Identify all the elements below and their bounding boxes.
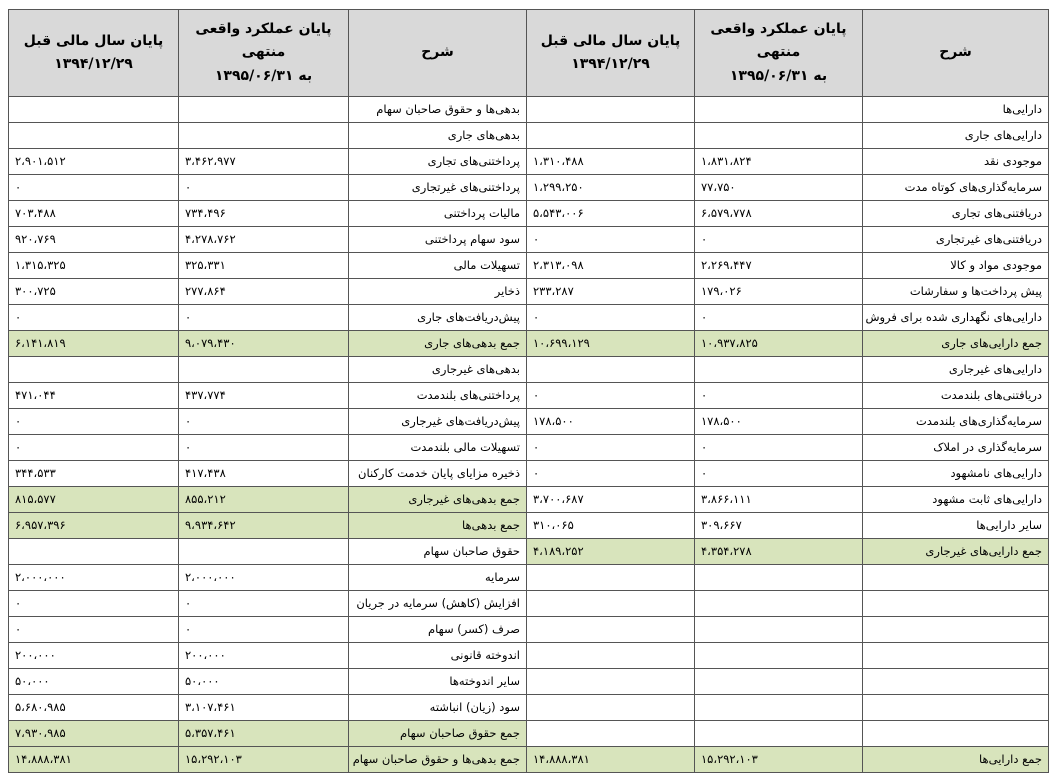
- table-row: [9, 461, 1049, 487]
- asset-label: دریافتنی‌های بلندمدت: [863, 383, 1049, 409]
- table-row: [9, 565, 1049, 591]
- liability-label: پرداختنی‌های غیرتجاری: [349, 175, 527, 201]
- asset-label: [863, 643, 1049, 669]
- asset-label: جمع دارایی‌های غیرجاری: [863, 539, 1049, 565]
- asset-label: [863, 591, 1049, 617]
- liability-current-value: [179, 539, 349, 565]
- liability-label: جمع بدهی‌های جاری: [349, 331, 527, 357]
- header-row: [9, 10, 1049, 97]
- asset-label: سرمایه‌گذاری‌های بلندمدت: [863, 409, 1049, 435]
- asset-label: [863, 565, 1049, 591]
- asset-current-value: ۱۰،۹۳۷،۸۲۵: [695, 331, 863, 357]
- liability-current-value: ۰: [179, 591, 349, 617]
- liability-current-value: ۰: [179, 175, 349, 201]
- asset-current-value: [695, 617, 863, 643]
- liability-prior-value: ۳۰۰،۷۲۵: [9, 279, 179, 305]
- table-row: [9, 747, 1049, 773]
- asset-current-value: ۶،۵۷۹،۷۷۸: [695, 201, 863, 227]
- liability-current-value: ۰: [179, 409, 349, 435]
- liability-label: جمع بدهی‌های غیرجاری: [349, 487, 527, 513]
- table-row: [9, 305, 1049, 331]
- liability-prior-value: [9, 539, 179, 565]
- liability-current-value: ۴۳۷،۷۷۴: [179, 383, 349, 409]
- liability-current-value: ۲۷۷،۸۶۴: [179, 279, 349, 305]
- asset-prior-value: ۳،۷۰۰،۶۸۷: [527, 487, 695, 513]
- liability-label: سرمایه: [349, 565, 527, 591]
- liability-current-value: ۷۳۴،۴۹۶: [179, 201, 349, 227]
- table-row: [9, 591, 1049, 617]
- asset-prior-value: ۰: [527, 305, 695, 331]
- liability-label: جمع حقوق صاحبان سهام: [349, 721, 527, 747]
- liability-label: سایر اندوخته‌ها: [349, 669, 527, 695]
- asset-current-value: [695, 643, 863, 669]
- asset-current-value: ۴،۳۵۴،۲۷۸: [695, 539, 863, 565]
- asset-label: موجودی نقد: [863, 149, 1049, 175]
- liability-label: پیش‌دریافت‌های غیرجاری: [349, 409, 527, 435]
- asset-prior-value: ۱،۳۱۰،۴۸۸: [527, 149, 695, 175]
- table-row: [9, 409, 1049, 435]
- table-row: [9, 669, 1049, 695]
- liability-prior-value: [9, 123, 179, 149]
- table-row: [9, 227, 1049, 253]
- liability-prior-value: ۰: [9, 409, 179, 435]
- asset-current-value: [695, 695, 863, 721]
- liability-label: تسهیلات مالی بلندمدت: [349, 435, 527, 461]
- liability-prior-value: ۸۱۵،۵۷۷: [9, 487, 179, 513]
- asset-prior-value: ۱۴،۸۸۸،۳۸۱: [527, 747, 695, 773]
- asset-current-value: ۰: [695, 435, 863, 461]
- table-row: [9, 97, 1049, 123]
- asset-current-value: ۰: [695, 461, 863, 487]
- liability-prior-value: ۶،۱۴۱،۸۱۹: [9, 331, 179, 357]
- asset-prior-value: ۲،۳۱۳،۰۹۸: [527, 253, 695, 279]
- table-row: [9, 617, 1049, 643]
- asset-current-value: ۱،۸۳۱،۸۲۴: [695, 149, 863, 175]
- asset-label: دارایی‌ها: [863, 97, 1049, 123]
- asset-label: جمع دارایی‌های جاری: [863, 331, 1049, 357]
- asset-prior-value: [527, 565, 695, 591]
- table-row: [9, 513, 1049, 539]
- liabilities-current-header: پایان عملکرد واقعی منتهی به ۱۳۹۵/۰۶/۳۱: [179, 10, 349, 97]
- liability-label: بدهی‌های غیرجاری: [349, 357, 527, 383]
- asset-label: [863, 695, 1049, 721]
- liability-current-value: ۰: [179, 305, 349, 331]
- liability-current-value: ۵۰،۰۰۰: [179, 669, 349, 695]
- asset-current-value: ۳،۸۶۶،۱۱۱: [695, 487, 863, 513]
- asset-current-value: ۱۷۸،۵۰۰: [695, 409, 863, 435]
- liability-prior-value: ۶،۹۵۷،۳۹۶: [9, 513, 179, 539]
- liability-current-value: ۲۰۰،۰۰۰: [179, 643, 349, 669]
- liability-label: پیش‌دریافت‌های جاری: [349, 305, 527, 331]
- liability-label: ذخایر: [349, 279, 527, 305]
- liability-label: جمع بدهی‌ها و حقوق صاحبان سهام: [349, 747, 527, 773]
- asset-label: [863, 617, 1049, 643]
- liability-current-value: [179, 357, 349, 383]
- asset-prior-value: [527, 669, 695, 695]
- table-row: [9, 643, 1049, 669]
- liability-label: مالیات پرداختنی: [349, 201, 527, 227]
- asset-label: موجودی مواد و کالا: [863, 253, 1049, 279]
- asset-label: دریافتنی‌های غیرتجاری: [863, 227, 1049, 253]
- liability-label: سود سهام پرداختنی: [349, 227, 527, 253]
- balance-sheet-table: [8, 9, 1049, 773]
- liability-prior-value: [9, 97, 179, 123]
- asset-label: دارایی‌های نگهداری شده برای فروش: [863, 305, 1049, 331]
- liability-prior-value: ۹۲۰،۷۶۹: [9, 227, 179, 253]
- asset-label: دارایی‌های غیرجاری: [863, 357, 1049, 383]
- asset-current-value: [695, 97, 863, 123]
- table-row: [9, 149, 1049, 175]
- liabilities-desc-header: شرح: [349, 10, 527, 97]
- asset-prior-value: [527, 617, 695, 643]
- asset-prior-value: ۱۰،۶۹۹،۱۲۹: [527, 331, 695, 357]
- liability-prior-value: ۰: [9, 175, 179, 201]
- table-row: [9, 331, 1049, 357]
- liability-current-value: ۳۲۵،۳۳۱: [179, 253, 349, 279]
- asset-prior-value: [527, 357, 695, 383]
- liability-current-value: ۵،۳۵۷،۴۶۱: [179, 721, 349, 747]
- asset-prior-value: [527, 97, 695, 123]
- asset-current-value: ۰: [695, 227, 863, 253]
- asset-label: دریافتنی‌های تجاری: [863, 201, 1049, 227]
- asset-prior-value: ۱۷۸،۵۰۰: [527, 409, 695, 435]
- asset-label: پیش پرداخت‌ها و سفارشات: [863, 279, 1049, 305]
- asset-prior-value: ۰: [527, 383, 695, 409]
- liability-label: تسهیلات مالی: [349, 253, 527, 279]
- asset-current-value: ۰: [695, 305, 863, 331]
- asset-prior-value: ۰: [527, 461, 695, 487]
- liability-current-value: ۱۵،۲۹۲،۱۰۳: [179, 747, 349, 773]
- asset-label: دارایی‌های ثابت مشهود: [863, 487, 1049, 513]
- liability-label: بدهی‌های جاری: [349, 123, 527, 149]
- asset-current-value: ۷۷،۷۵۰: [695, 175, 863, 201]
- liability-prior-value: ۵۰،۰۰۰: [9, 669, 179, 695]
- asset-prior-value: ۵،۵۴۳،۰۰۶: [527, 201, 695, 227]
- table-row: [9, 695, 1049, 721]
- liability-label: صرف (کسر) سهام: [349, 617, 527, 643]
- liability-prior-value: ۵،۶۸۰،۹۸۵: [9, 695, 179, 721]
- liability-current-value: ۰: [179, 617, 349, 643]
- liability-prior-value: ۲۰۰،۰۰۰: [9, 643, 179, 669]
- liability-label: پرداختنی‌های بلندمدت: [349, 383, 527, 409]
- asset-current-value: ۳۰۹،۶۶۷: [695, 513, 863, 539]
- liability-current-value: ۰: [179, 435, 349, 461]
- liability-prior-value: ۳۴۴،۵۳۳: [9, 461, 179, 487]
- table-row: [9, 201, 1049, 227]
- assets-current-header: پایان عملکرد واقعی منتهی به ۱۳۹۵/۰۶/۳۱: [695, 10, 863, 97]
- liability-current-value: ۲،۰۰۰،۰۰۰: [179, 565, 349, 591]
- liability-prior-value: ۰: [9, 435, 179, 461]
- liability-prior-value: ۱،۳۱۵،۳۲۵: [9, 253, 179, 279]
- asset-prior-value: ۰: [527, 435, 695, 461]
- table-row: [9, 279, 1049, 305]
- liability-current-value: [179, 123, 349, 149]
- liability-label: پرداختنی‌های تجاری: [349, 149, 527, 175]
- liability-prior-value: ۱۴،۸۸۸،۳۸۱: [9, 747, 179, 773]
- liability-current-value: [179, 97, 349, 123]
- table-row: [9, 175, 1049, 201]
- table-row: [9, 253, 1049, 279]
- asset-label: دارایی‌های نامشهود: [863, 461, 1049, 487]
- liability-current-value: ۹،۰۷۹،۴۳۰: [179, 331, 349, 357]
- asset-prior-value: ۴،۱۸۹،۲۵۲: [527, 539, 695, 565]
- liability-label: جمع بدهی‌ها: [349, 513, 527, 539]
- asset-label: [863, 721, 1049, 747]
- asset-current-value: [695, 357, 863, 383]
- liability-prior-value: ۷،۹۳۰،۹۸۵: [9, 721, 179, 747]
- liability-prior-value: ۰: [9, 305, 179, 331]
- asset-current-value: [695, 591, 863, 617]
- liability-current-value: ۳،۴۶۲،۹۷۷: [179, 149, 349, 175]
- asset-label: دارایی‌های جاری: [863, 123, 1049, 149]
- asset-label: سرمایه‌گذاری در املاک: [863, 435, 1049, 461]
- asset-current-value: ۱۷۹،۰۲۶: [695, 279, 863, 305]
- asset-prior-value: [527, 695, 695, 721]
- asset-current-value: ۱۵،۲۹۲،۱۰۳: [695, 747, 863, 773]
- asset-current-value: ۲،۲۶۹،۴۴۷: [695, 253, 863, 279]
- asset-label: سرمایه‌گذاری‌های کوتاه مدت: [863, 175, 1049, 201]
- asset-prior-value: ۰: [527, 227, 695, 253]
- liability-current-value: ۹،۹۳۴،۶۴۲: [179, 513, 349, 539]
- liability-current-value: ۴۱۷،۴۳۸: [179, 461, 349, 487]
- asset-prior-value: [527, 591, 695, 617]
- liability-label: اندوخته قانونی: [349, 643, 527, 669]
- liabilities-prior-header: پایان سال مالی قبل ۱۳۹۴/۱۲/۲۹: [9, 10, 179, 97]
- table-row: [9, 487, 1049, 513]
- asset-prior-value: [527, 643, 695, 669]
- asset-label: [863, 669, 1049, 695]
- asset-current-value: [695, 721, 863, 747]
- asset-prior-value: ۲۳۳،۲۸۷: [527, 279, 695, 305]
- asset-prior-value: [527, 721, 695, 747]
- liability-current-value: ۳،۱۰۷،۴۶۱: [179, 695, 349, 721]
- liability-prior-value: ۲،۹۰۱،۵۱۲: [9, 149, 179, 175]
- asset-current-value: [695, 669, 863, 695]
- table-row: [9, 435, 1049, 461]
- table-row: [9, 721, 1049, 747]
- liability-label: سود (زیان) انباشته: [349, 695, 527, 721]
- liability-prior-value: [9, 357, 179, 383]
- liability-label: ذخیره مزایای پایان خدمت کارکنان: [349, 461, 527, 487]
- liability-current-value: ۸۵۵،۲۱۲: [179, 487, 349, 513]
- assets-prior-header: پایان سال مالی قبل ۱۳۹۴/۱۲/۲۹: [527, 10, 695, 97]
- liability-label: بدهی‌ها و حقوق صاحبان سهام: [349, 97, 527, 123]
- liability-prior-value: ۰: [9, 591, 179, 617]
- table-row: [9, 383, 1049, 409]
- asset-prior-value: ۱،۲۹۹،۲۵۰: [527, 175, 695, 201]
- liability-label: افزایش (کاهش) سرمایه در جریان: [349, 591, 527, 617]
- liability-label: حقوق صاحبان سهام: [349, 539, 527, 565]
- asset-prior-value: ۳۱۰،۰۶۵: [527, 513, 695, 539]
- asset-label: سایر دارایی‌ها: [863, 513, 1049, 539]
- table-row: [9, 357, 1049, 383]
- liability-prior-value: ۰: [9, 617, 179, 643]
- assets-desc-header: شرح: [863, 10, 1049, 97]
- table-row: [9, 539, 1049, 565]
- liability-prior-value: ۴۷۱،۰۴۴: [9, 383, 179, 409]
- liability-prior-value: ۲،۰۰۰،۰۰۰: [9, 565, 179, 591]
- asset-current-value: [695, 123, 863, 149]
- asset-current-value: [695, 565, 863, 591]
- table-row: [9, 123, 1049, 149]
- asset-current-value: ۰: [695, 383, 863, 409]
- balance-sheet: [9, 9, 1049, 771]
- asset-prior-value: [527, 123, 695, 149]
- liability-current-value: ۴،۲۷۸،۷۶۲: [179, 227, 349, 253]
- asset-label: جمع دارایی‌ها: [863, 747, 1049, 773]
- liability-prior-value: ۷۰۳،۴۸۸: [9, 201, 179, 227]
